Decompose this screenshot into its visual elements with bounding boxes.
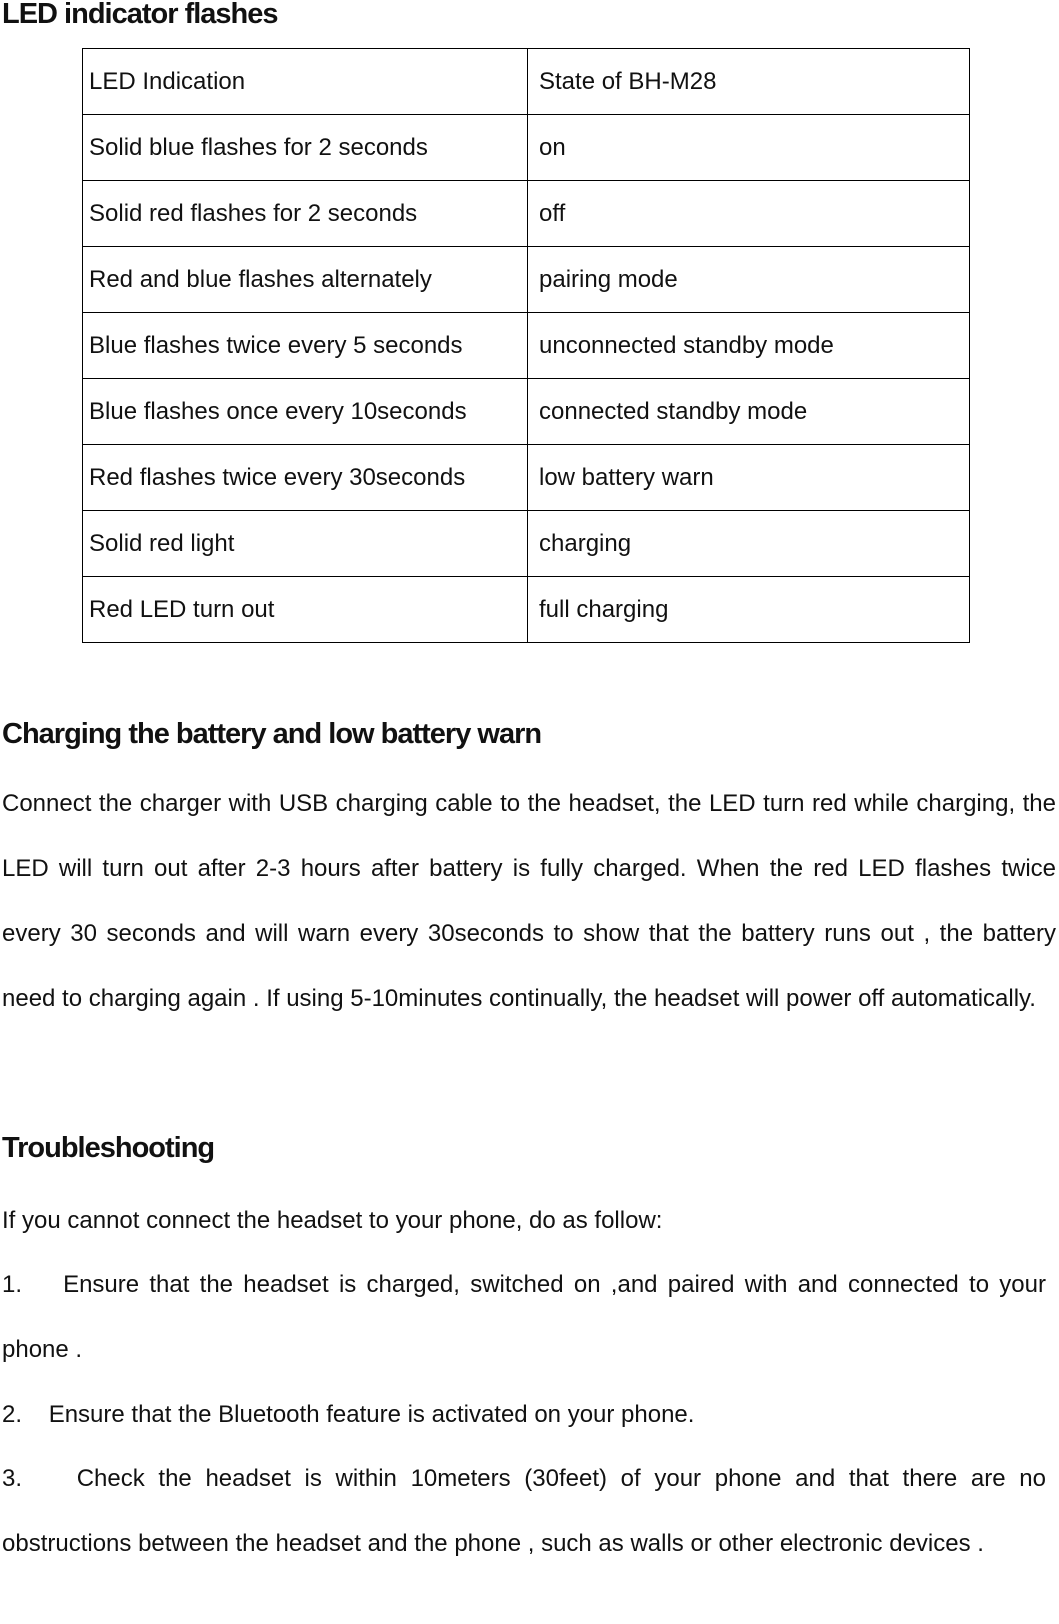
device-state-cell: low battery warn — [528, 445, 970, 511]
led-indication-cell: Solid red flashes for 2 seconds — [83, 181, 528, 247]
device-state-cell: pairing mode — [528, 247, 970, 313]
led-indicator-table — [82, 48, 970, 643]
table-header-cell: LED Indication — [83, 49, 528, 115]
table-header-row — [83, 49, 970, 115]
table-row — [83, 511, 970, 577]
table-row — [83, 577, 970, 643]
troubleshooting-list-item: 3. Check the headset is within 10meters (30feet) of your phone and that there are no obstructions between the headset and the phone , such as walls or other electronic devices . — [2, 1465, 1046, 1557]
led-indication-cell: Red LED turn out — [83, 577, 528, 643]
troubleshooting-section-heading: Troubleshooting — [2, 1132, 215, 1164]
led-indication-cell: Red flashes twice every 30seconds — [83, 445, 528, 511]
led-indication-cell: Solid blue flashes for 2 seconds — [83, 115, 528, 181]
table-row — [83, 445, 970, 511]
table-row — [83, 379, 970, 445]
charging-section-heading: Charging the battery and low battery warn — [2, 718, 542, 750]
led-indication-cell: Blue flashes twice every 5 seconds — [83, 313, 528, 379]
led-indication-cell: Solid red light — [83, 511, 528, 577]
device-state-cell: charging — [528, 511, 970, 577]
troubleshooting-list-item: 2. Ensure that the Bluetooth feature is activated on your phone. — [2, 1401, 695, 1428]
table-row — [83, 115, 970, 181]
charging-paragraph: Connect the charger with USB charging cable to the headset, the LED turn red while charging, the LED will turn out after 2-3 hours after battery is fully charged. When the red LED flashes twice every 30 seconds and will warn every 30seconds to show that the battery runs out , the battery need to charging again . If using 5-10minutes continually, the headset will power off automatically. — [2, 790, 1056, 1012]
led-indication-cell: Red and blue flashes alternately — [83, 247, 528, 313]
table-row — [83, 247, 970, 313]
device-state-cell: full charging — [528, 577, 970, 643]
led-indication-cell: Blue flashes once every 10seconds — [83, 379, 528, 445]
device-state-cell: on — [528, 115, 970, 181]
led-section-heading: LED indicator flashes — [2, 0, 278, 30]
table-row — [83, 313, 970, 379]
troubleshooting-list-item: 1. Ensure that the headset is charged, switched on ,and paired with and connected to your phone . — [2, 1271, 1046, 1363]
troubleshooting-intro: If you cannot connect the headset to your phone, do as follow: — [2, 1207, 663, 1234]
device-state-cell: off — [528, 181, 970, 247]
device-state-cell: unconnected standby mode — [528, 313, 970, 379]
table-row — [83, 181, 970, 247]
table-header-cell: State of BH-M28 — [528, 49, 970, 115]
device-state-cell: connected standby mode — [528, 379, 970, 445]
